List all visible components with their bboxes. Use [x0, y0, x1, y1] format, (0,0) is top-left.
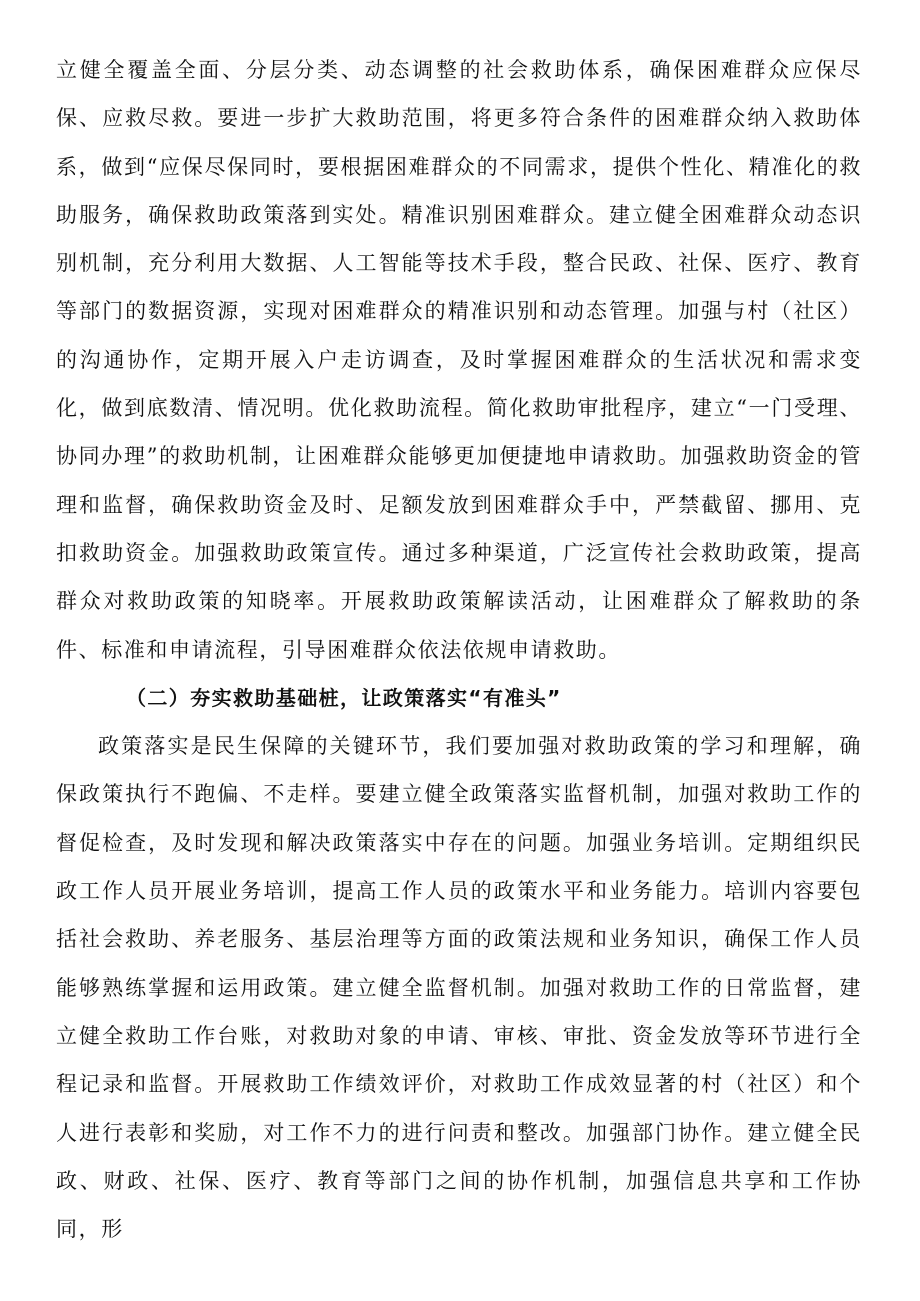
body-paragraph-2: 政策落实是民生保障的关键环节，我们要加强对救助政策的学习和理解，确保政策执行不跑偏、不走样。要建立健全政策落实监督机制，加强对救助工作的督促检查，及时发现和解决政策落实中存在的问题。加强业务培训。定期组织民政工作人员开展业务培训，提高工作人员的政策水平和业务能力。培训内容要包括社会救助、养老服务、基层治理等方面的政策法规和业务知识，确保工作人员能够熟练掌握和运用政策。建立健全监督机制。加强对救助工作的日常监督，建立健全救助工作台账，对救助对象的申请、审核、审批、资金发放等环节进行全程记录和监督。开展救助工作绩效评价，对救助工作成效显著的村（社区）和个人进行表彰和奖励，对工作不力的进行问责和整改。加强部门协作。建立健全民政、财政、社保、医疗、教育等部门之间的协作机制，加强信息共享和工作协同，形 [56, 734, 862, 1242]
section-heading: （二）夯实救助基础桩，让政策落实“有准头” [126, 685, 562, 710]
body-paragraph-1: 立健全覆盖全面、分层分类、动态调整的社会救助体系，确保困难群众应保尽保、应救尽救。要进一步扩大救助范围，将更多符合条件的困难群众纳入救助体系，做到“应保尽保同时，要根据困难群众的不同需求，提供个性化、精准化的救助服务，确保救助政策落到实处。精准识别困难群众。建立健全困难群众动态识别机制，充分利用大数据、人工智能等技术手段，整合民政、社保、医疗、教育等部门的数据资源，实现对困难群众的精准识别和动态管理。加强与村（社区）的沟通协作，定期开展入户走访调查，及时掌握困难群众的生活状况和需求变化，做到底数清、情况明。优化救助流程。简化救助审批程序，建立“一门受理、协同办理”的救助机制，让困难群众能够更加便捷地申请救助。加强救助资金的管理和监督，确保救助资金及时、足额发放到困难群众手中，严禁截留、挪用、克扣救助资金。加强救助政策宣传。通过多种渠道，广泛宣传社会救助政策，提高群众对救助政策的知晓率。开展救助政策解读活动，让困难群众了解救助的条件、标准和申请流程，引导困难群众依法依规申请救助。 [56, 58, 862, 662]
